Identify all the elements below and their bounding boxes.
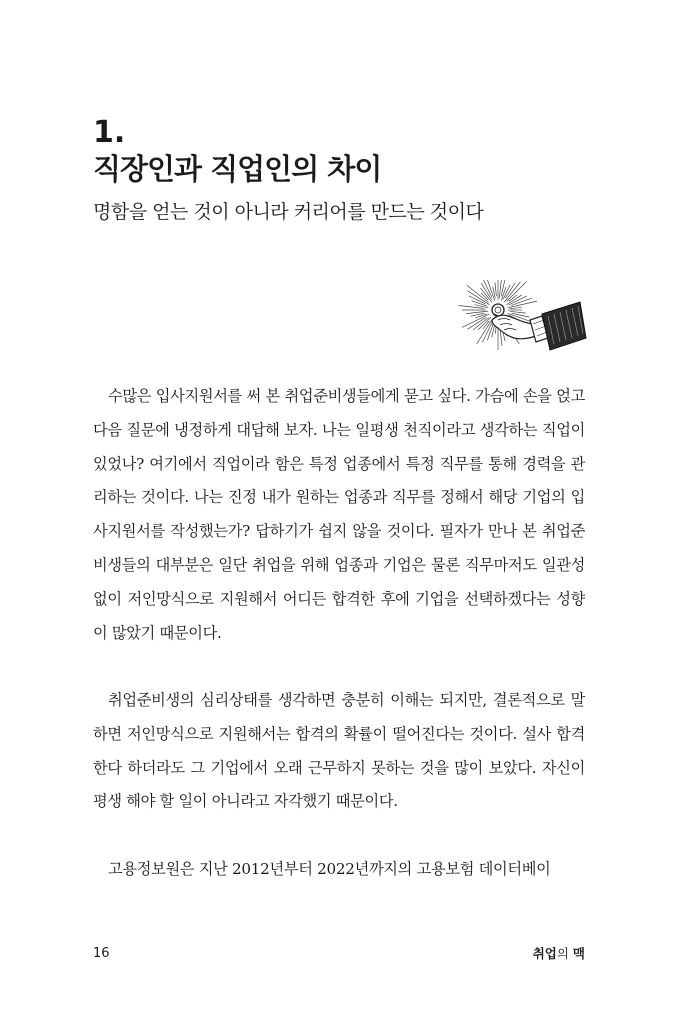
ray-line [510,307,522,308]
ray-line [466,311,488,314]
body-paragraph-3 [93,853,585,887]
body-paragraph-1 [93,380,585,650]
ray-line [510,311,526,313]
page-number: 16 [93,946,110,961]
paragraph-text: 고용정보원은 지난 2012년부터 2022년까지의 고용보험 데이터베이 [108,860,551,878]
hand-holding-coin-icon [452,280,588,372]
ray-line [512,313,530,317]
ray-line [478,317,491,330]
chapter-number: 1. [93,115,126,150]
running-title-part: 취업 [532,946,557,961]
running-title-particle: 의 [556,946,573,961]
ray-line [508,301,537,308]
chapter-title: 직장인과 직업인의 차이 [93,152,382,186]
chapter-subtitle: 명함을 얻는 것이 아니라 커리어를 만드는 것이다 [93,201,484,223]
paragraph-text: 취업준비생의 심리상태를 생각하면 충분히 이해는 되지만, 결론적으로 말하면 저인망식으로 지원해서는 합격의 확률이 떨어진다는 것이다. 설사 합격한다 하더라도 그 기업에서 오래 근무하지 못하는 것을 많이 보았다. 자신이 평생 해야 할 일이 아니라고 자각했기 때문이다. [93,691,585,811]
body-paragraph-2 [93,684,585,819]
paragraph-text: 수많은 입사지원서를 써 본 취업준비생들에게 묻고 싶다. 가슴에 손을 얹고 다음 질문에 냉정하게 대답해 보자. 나는 일평생 천직이라고 생각하는 직업이 있었나? 여기에서 직업이라 함은 특정 업종에서 특정 직무를 통해 경력을 관리하는 것이다. 나는 진정 내가 원하는 업종과 직무를 정해서 해당 기업의 입사지원서를 작성했는가? 답하기가 쉽지 않을 것이다. 필자가 만나 본 취업준비생들의 대부분은 일단 취업을 위해 업종과 기업은 물론 직무마저도 일관성 없이 저인망식으로 지원해서 어디든 합격한 후에 기업을 선택하겠다는 성향이 많았기 때문이다. [93,387,585,642]
running-title [533,944,585,964]
running-title-end: 맥 [572,946,585,961]
ray-line [495,282,497,296]
